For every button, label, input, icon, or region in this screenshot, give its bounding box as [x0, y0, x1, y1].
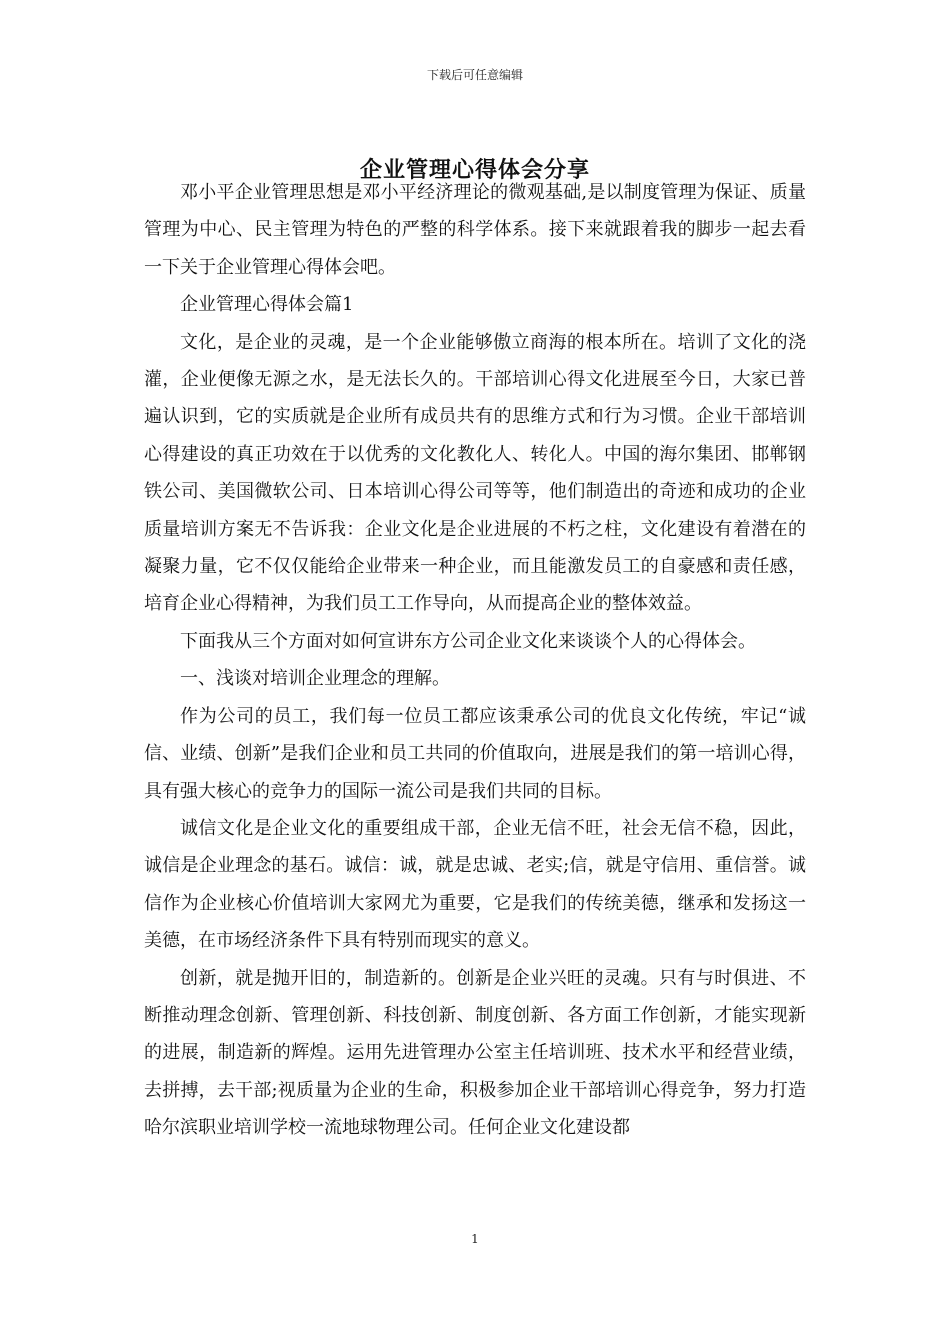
- page-header-note: 下载后可任意编辑: [426, 68, 523, 82]
- body-paragraph: 诚信文化是企业文化的重要组成干部，企业无信不旺，社会无信不稳，因此，诚信是企业理念的基石。诚信：诚，就是忠诚、老实;信，就是守信用、重信誉。诚信作为企业核心价值培训大家网尤为重要，它是我们的传统美德，继承和发扬这一美德，在市场经济条件下具有特别而现实的意义。: [144, 817, 806, 952]
- document-title: 企业管理心得体会分享: [359, 157, 590, 183]
- intro-paragraph: 邓小平企业管理思想是邓小平经济理论的微观基础,是以制度管理为保证、质量管理为中心、民主管理为特色的严整的科学体系。接下来就跟着我的脚步一起去看一下关于企业管理心得体会吧。: [144, 182, 806, 278]
- document-body: [144, 174, 806, 1147]
- section-heading: 企业管理心得体会篇1: [180, 294, 354, 316]
- page-number: 1: [471, 1232, 479, 1246]
- body-paragraph: 创新，就是抛开旧的，制造新的。创新是企业兴旺的灵魂。只有与时俱进、不断推动理念创新、管理创新、科技创新、制度创新、各方面工作创新，才能实现新的进展，制造新的辉煌。运用先进管理办公室主任培训班、技术水平和经营业绩，去拼搏，去干部;视质量为企业的生命，积极参加企业干部培训心得竞争，努力打造哈尔滨职业培训学校一流地球物理公司。任何企业文化建设都: [144, 967, 806, 1139]
- body-paragraph: 下面我从三个方面对如何宣讲东方公司企业文化来谈谈个人的心得体会。: [180, 630, 756, 652]
- subsection-heading: 一、浅谈对培训企业理念的理解。: [180, 668, 450, 690]
- body-paragraph: 文化，是企业的灵魂，是一个企业能够傲立商海的根本所在。培训了文化的浇灌，企业便像无源之水，是无法长久的。干部培训心得文化进展至今日，大家已普遍认识到，它的实质就是企业所有成员共有的思维方式和行为习惯。企业干部培训心得建设的真正功效在于以优秀的文化教化人、转化人。中国的海尔集团、邯郸钢铁公司、美国微软公司、日本培训心得公司等等，他们制造出的奇迹和成功的企业质量培训方案无不告诉我：企业文化是企业进展的不朽之柱，文化建设有着潜在的凝聚力量，它不仅仅能给企业带来一种企业，而且能激发员工的自豪感和责任感，培育企业心得精神，为我们员工工作导向，从而提高企业的整体效益。: [144, 331, 806, 615]
- body-paragraph: 作为公司的员工，我们每一位员工都应该秉承公司的优良文化传统，牢记“诚信、业绩、创新”是我们企业和员工共同的价值取向，进展是我们的第一培训心得，具有强大核心的竞争力的国际一流公司是我们共同的目标。: [144, 705, 806, 802]
